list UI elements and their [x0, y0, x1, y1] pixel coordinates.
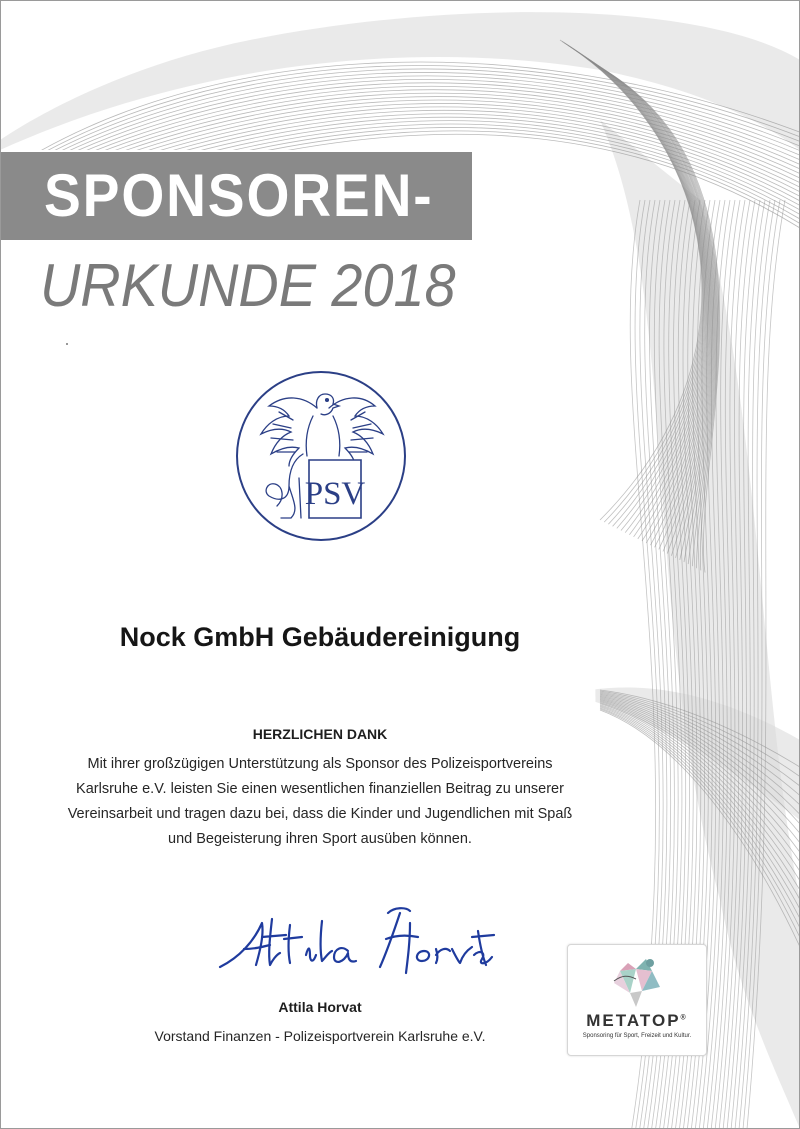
message-line: und Begeisterung ihren Sport ausüben können. — [168, 831, 472, 847]
handwritten-signature — [210, 895, 500, 985]
psv-logo-text: PSV — [304, 476, 366, 512]
psv-eagle-logo-icon — [233, 368, 409, 544]
signer-role: Vorstand Finanzen - Polizeisportverein Karlsruhe e.V. — [154, 1028, 486, 1044]
metatop-figure-icon — [606, 953, 666, 1011]
metatop-tagline: Sponsoring für Sport, Freizeit und Kultur. — [582, 1033, 692, 1039]
thank-you-message — [60, 752, 580, 852]
certificate-title-line1: SPONSOREN- — [44, 162, 434, 229]
message-line: Karlsruhe e.V. leisten Sie einen wesentlichen finanziellen Beitrag zu unserer — [76, 781, 564, 797]
message-line: Mit ihrer großzügigen Unterstützung als Sponsor des Polizeisportvereins — [87, 756, 553, 772]
thanks-heading: HERZLICHEN DANK — [252, 726, 388, 742]
signer-name: Attila Horvat — [278, 999, 362, 1015]
certificate-title-line2: URKUNDE 2018 — [40, 252, 456, 319]
metatop-name-text: METATOP — [586, 1011, 681, 1030]
metatop-wordmark — [568, 1011, 706, 1031]
registered-mark: ® — [680, 1014, 688, 1022]
message-line: Vereinsarbeit und tragen dazu bei, dass die Kinder und Jugendlichen mit Spaß — [67, 806, 573, 822]
speck — [66, 343, 68, 345]
metatop-badge — [567, 944, 707, 1056]
sponsor-name: Nock GmbH Gebäudereinigung — [119, 622, 521, 652]
